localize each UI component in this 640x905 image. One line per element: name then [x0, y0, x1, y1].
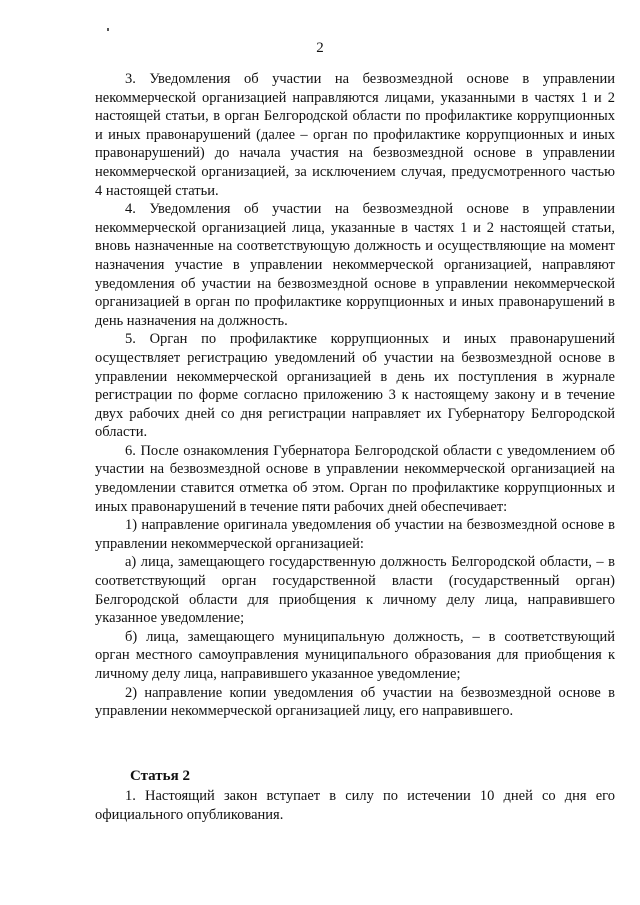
paragraph-4: 4. Уведомления об участии на безвозмездной основе в управлении некоммерческой организацией лица, указанные в частях 1 и 2 настоящей статьи, вновь назначенные на соответствующую должность и осуществляющие на момент назначения участие в управлении некоммерческой организацией, направляют уведомления об участии на безвозмездной основе в управлении некоммерческой организацией в орган по профилактике коррупционных и иных правонарушений в день назначения на должность. — [95, 201, 615, 329]
article-1-continuation — [95, 70, 615, 721]
subitem-1a: а) лица, замещающего государственную должность Белгородской области, – в соответствующий орган государственной власти (государственный орган) Белгородской области для приобщения к личному делу лица, направившего указанное уведомление; — [95, 554, 615, 627]
article-2-paragraph-1: 1. Настоящий закон вступает в силу по истечении 10 дней со дня его официального опубликования. — [95, 788, 615, 823]
paragraph-3: 3. Уведомления об участии на безвозмездной основе в управлении некоммерческой организацией направляются лицами, указанными в частях 1 и 2 настоящей статьи, в орган Белгородской области по профилактике коррупционных и иных правонарушений (далее – орган по профилактике коррупционных и иных правонарушений) до начала участия на безвозмездной основе в управлении некоммерческой организацией, за исключением случая, предусмотренного частью 4 настоящей статьи. — [95, 71, 615, 199]
article-2-title: Статья 2 — [130, 768, 190, 784]
scan-mark — [107, 28, 109, 31]
article-2-body — [95, 787, 615, 824]
page-number: 2 — [316, 40, 324, 56]
subitem-1: 1) направление оригинала уведомления об участии на безвозмездной основе в управлении некоммерческой организацией: — [95, 517, 615, 552]
paragraph-6: 6. После ознакомления Губернатора Белгородской области с уведомлением об участии на безвозмездной основе в управлении некоммерческой организацией на уведомлении ставится отметка об этом. Орган по профилактике коррупционных и иных правонарушений в течение пяти рабочих дней обеспечивает: — [95, 442, 615, 515]
subitem-2: 2) направление копии уведомления об участии на безвозмездной основе в управлении некоммерческой организацией лицу, его направившего. — [95, 684, 615, 720]
subitem-1b: б) лица, замещающего муниципальную должность, – в соответствующий орган местного самоуправления муниципального образования для приобщения к личному делу лица, направившего указанное уведомление; — [95, 628, 615, 682]
paragraph-5: 5. Орган по профилактике коррупционных и иных правонарушений осуществляет регистрацию уведомлений об участии на безвозмездной основе в управлении некоммерческой организацией в день их поступления в журнале регистрации по форме согласно приложению 3 к настоящему закону и в течение двух рабочих дней со дня регистрации направляет их Губернатору Белгородской области. — [95, 331, 615, 441]
